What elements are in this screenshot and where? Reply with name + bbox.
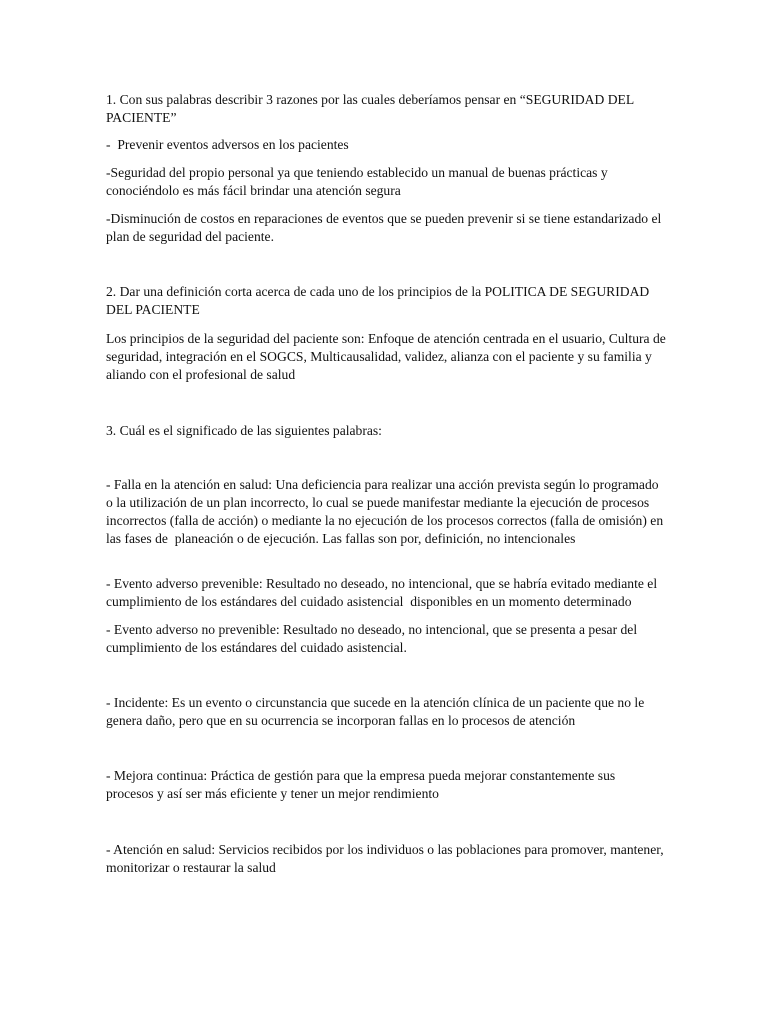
question-1-reason-2: -Seguridad del propio personal ya que teniendo establecido un manual de buenas prácticas y conociéndolo es más fácil brindar una atención segura bbox=[106, 165, 612, 198]
question-1-reason-3: -Disminución de costos en reparaciones de eventos que se pueden prevenir si se tiene estandarizado el plan de seguridad del paciente. bbox=[106, 211, 665, 244]
question-2-answer: Los principios de la seguridad del paciente son: Enfoque de atención centrada en el usuario, Cultura de seguridad, integración en el SOGCS, Multicausalidad, validez, alianza con el paciente y su familia y aliando con el profesional de salud bbox=[106, 331, 670, 382]
definition-mejora-continua: - Mejora continua: Práctica de gestión para que la empresa pueda mejorar constantemente sus procesos y así ser más eficiente y tener un mejor rendimiento bbox=[106, 768, 619, 801]
question-2-title: 2. Dar una definición corta acerca de cada uno de los principios de la POLITICA DE SEGURIDAD DEL PACIENTE bbox=[106, 284, 653, 317]
definition-evento-adverso-no-prevenible: - Evento adverso no prevenible: Resultado no deseado, no intencional, que se presenta a pesar del cumplimiento de los estándares del cuidado asistencial. bbox=[106, 622, 641, 655]
question-3-title: 3. Cuál es el significado de las siguientes palabras: bbox=[106, 423, 382, 438]
definition-evento-adverso-prevenible: - Evento adverso prevenible: Resultado no deseado, no intencional, que se habría evitado mediante el cumplimiento de los estándares del cuidado asistencial disponibles en un momento determinado bbox=[106, 576, 661, 609]
definition-atencion-en-salud: - Atención en salud: Servicios recibidos por los individuos o las poblaciones para promover, mantener, monitorizar o restaurar la salud bbox=[106, 842, 668, 875]
definition-incidente: - Incidente: Es un evento o circunstancia que sucede en la atención clínica de un paciente que no le genera daño, pero que en su ocurrencia se incorporan fallas en lo procesos de atención bbox=[106, 695, 648, 728]
definition-falla-atencion: - Falla en la atención en salud: Una deficiencia para realizar una acción prevista según lo programado o la utilización de un plan incorrecto, lo cual se puede manifestar mediante la ejecución de procesos incorrectos (falla de acción) o mediante la no ejecución de los procesos correctos (falla de omisión) en las fases de planeación o de ejecución. Las fallas son por, definición, no intencionales bbox=[106, 477, 667, 546]
question-1-title: 1. Con sus palabras describir 3 razones por las cuales deberíamos pensar en “SEGURIDAD DEL PACIENTE” bbox=[106, 92, 638, 125]
question-1-reason-1: - Prevenir eventos adversos en los pacientes bbox=[106, 137, 349, 152]
